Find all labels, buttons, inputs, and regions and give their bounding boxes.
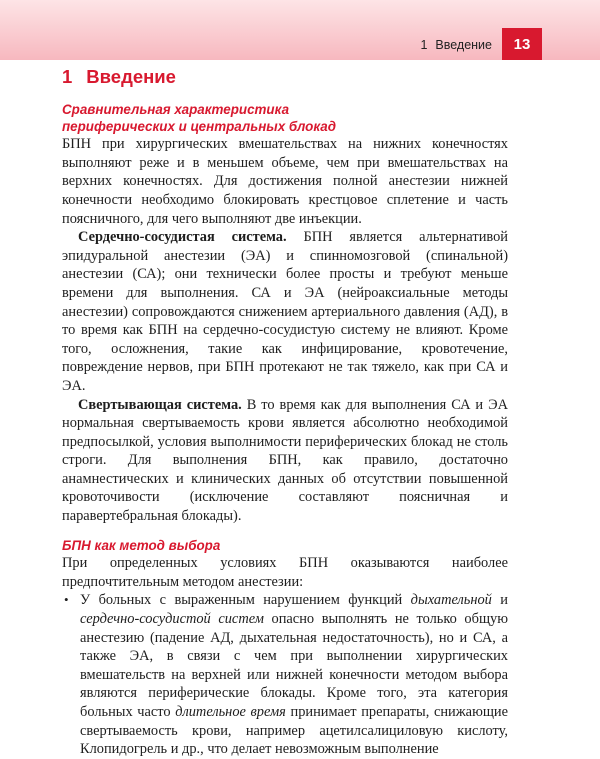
bullet-text-part-3: опасно выполнять не только общую анестезию (падение АД, дыхательная недостаточность), но и СА, а также ЭА, в связи с чем при выполнении хирургических вмешательств на верхней или нижней конечности методом выбора являются периферические блокады. Кроме того, эта категория больных часто [80,611,508,720]
chapter-title [62,66,176,88]
page-number: 13 [502,28,542,60]
bullet-text-part-1: У больных с выраженным нарушением функций [80,592,411,609]
bullet-text-part-2: и [491,592,508,609]
bullet-text-part-4: принимает препараты, снижающие свертываемость крови, например ацетилсалициловую кислоту, Клопидогрель и др., что делает невозможным выполнение [80,704,508,758]
bullet-text-italic-long-time: длительное время [175,704,286,720]
running-header [420,38,492,52]
bullet-icon: • [64,592,69,608]
bullet-text-italic-respiratory: дыхательной [410,592,492,609]
running-header-section-title: Введение [435,38,492,52]
paragraph-text-coagulation: В то время как для выполнения СА и ЭА нормальная свертываемость крови является абсолютно необходимой предпосылкой, условия выполнимости периферических блокад не столь строги. Для выполнения БПН, как правило, достаточно анамнестических и клинических данных об отсутствии повышенной кровоточивости (исключение составляют поясничная и паравертебральная блокады). [62,396,508,525]
bullet-text-italic-cardiovascular: сердечно-сосудистой систем [80,611,264,628]
paragraph-lead-cardiovascular: Сердечно-сосудистая система. [78,229,287,246]
paragraph-coagulation [62,396,508,526]
section-heading-line-2: периферических и центральных блокад [62,118,337,134]
page-body [62,102,508,759]
running-header-section-number: 1 [420,38,428,52]
section-heading-comparison [62,102,508,135]
paragraph-cardiovascular [62,228,508,395]
chapter-number: 1 [62,66,73,87]
list-item [62,591,508,758]
paragraph-lead-coagulation: Свертывающая система. [78,396,242,413]
page-header-band [0,0,600,60]
paragraph-text-cardiovascular: БПН является альтернативой эпидуральной анестезии (ЭА) и спинномозговой (спинальной) анестезии (СА); они технически более просты и требуют меньше времени для выполнения. СА и ЭА (нейроаксиальные методы анестезии) сопровождаются снижением артериального давления (АД), в то время как БПН на сердечно-сосудистую систему не влияют. Кроме того, осложнения, такие как инфицирование, кровотечение, повреждение нервов, при БПН протекают не так тяжело, как при СА и ЭА. [62,229,508,394]
chapter-title-text: Введение [86,66,176,87]
section-heading-line-1: Сравнительная характеристика [62,102,290,117]
paragraph-intro: БПН при хирургических вмешательствах на нижних конечностях выполняют реже и в меньшем объеме, чем при вмешательствах на верхних конечностях. Для достижения полной анестезии нижней конечности необходимо блокировать крестцовое сплетение и часть поясничного, для чего выполняют две инъекции. [62,136,508,227]
paragraph-method-intro: При определенных условиях БПН оказываются наиболее предпочтительным методом анестезии: [62,555,508,590]
bullet-list [62,591,508,758]
section-heading-method-of-choice: БПН как метод выбора [62,537,221,553]
